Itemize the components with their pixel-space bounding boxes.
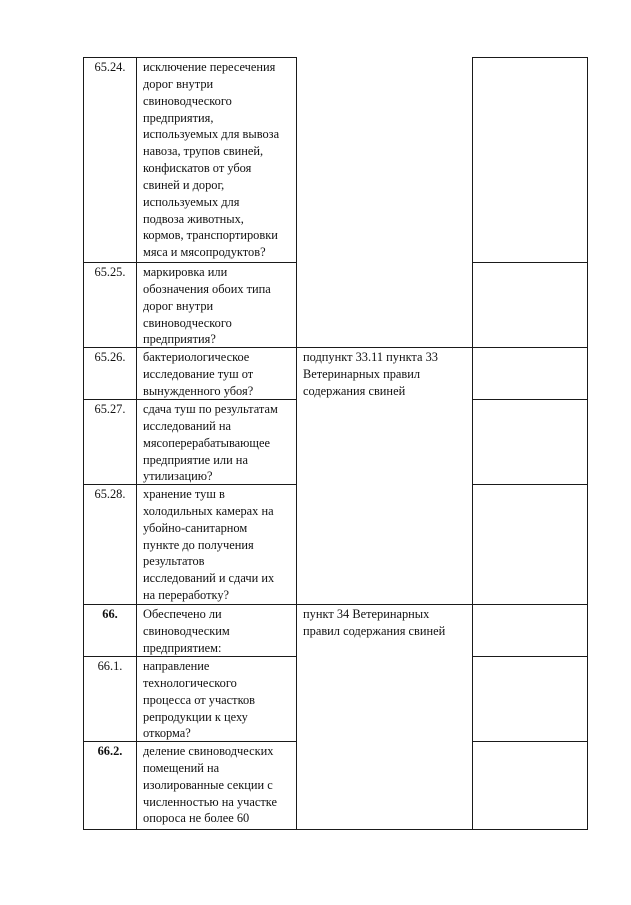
row-reference-65-24: [303, 59, 471, 69]
row-number-65-28: 65.28.: [94, 487, 126, 501]
row-reference-66-2: [303, 743, 471, 753]
row-question-66: Обеспечено ли свиноводческим предприятием:: [143, 607, 230, 655]
row-question-65-25: маркировка или обозначения обоих типа дорог внутри свиноводческого предприятия?: [143, 265, 271, 347]
row-number-65-24: 65.24.: [94, 60, 126, 74]
row-reference-65-26: подпункт 33.11 пункта 33 Ветеринарных правил содержания свиней: [303, 350, 438, 398]
row-question-65-24: исключение пересечения дорог внутри свиноводческого предприятия, используемых для вывоза навоза, трупов свиней, конфискатов от убоя свиней и дорог, используемых для подвоза животных, кормов, транспортировки мяса и мясопродуктов?: [143, 60, 280, 260]
row-question-66-2: деление свиноводческих помещений на изолированные секции с численностью на участке опороса не более 60: [143, 744, 278, 826]
row-reference-66: пункт 34 Ветеринарных правил содержания свиней: [303, 607, 446, 638]
row-question-66-1: направление технологического процесса от участков репродукции к цеху откорма?: [143, 659, 256, 741]
row-number-65-27: 65.27.: [94, 402, 126, 416]
row-question-65-27: сдача туш по результатам исследований на мясоперерабатывающее предприятие или на утилизацию?: [143, 402, 278, 484]
row-question-65-28: хранение туш в холодильных камерах на убойно-санитарном пункте до получения результатов исследований и сдачи их на переработку?: [143, 487, 275, 603]
row-number-66-1: 66.1.: [97, 659, 123, 673]
row-number-65-26: 65.26.: [94, 350, 126, 364]
row-question-65-26: бактериологическое исследование туш от вынужденного убоя?: [143, 350, 254, 398]
row-number-66: 66.: [102, 607, 118, 621]
row-number-65-25: 65.25.: [94, 265, 126, 279]
row-number-66-2: 66.2.: [97, 744, 123, 758]
